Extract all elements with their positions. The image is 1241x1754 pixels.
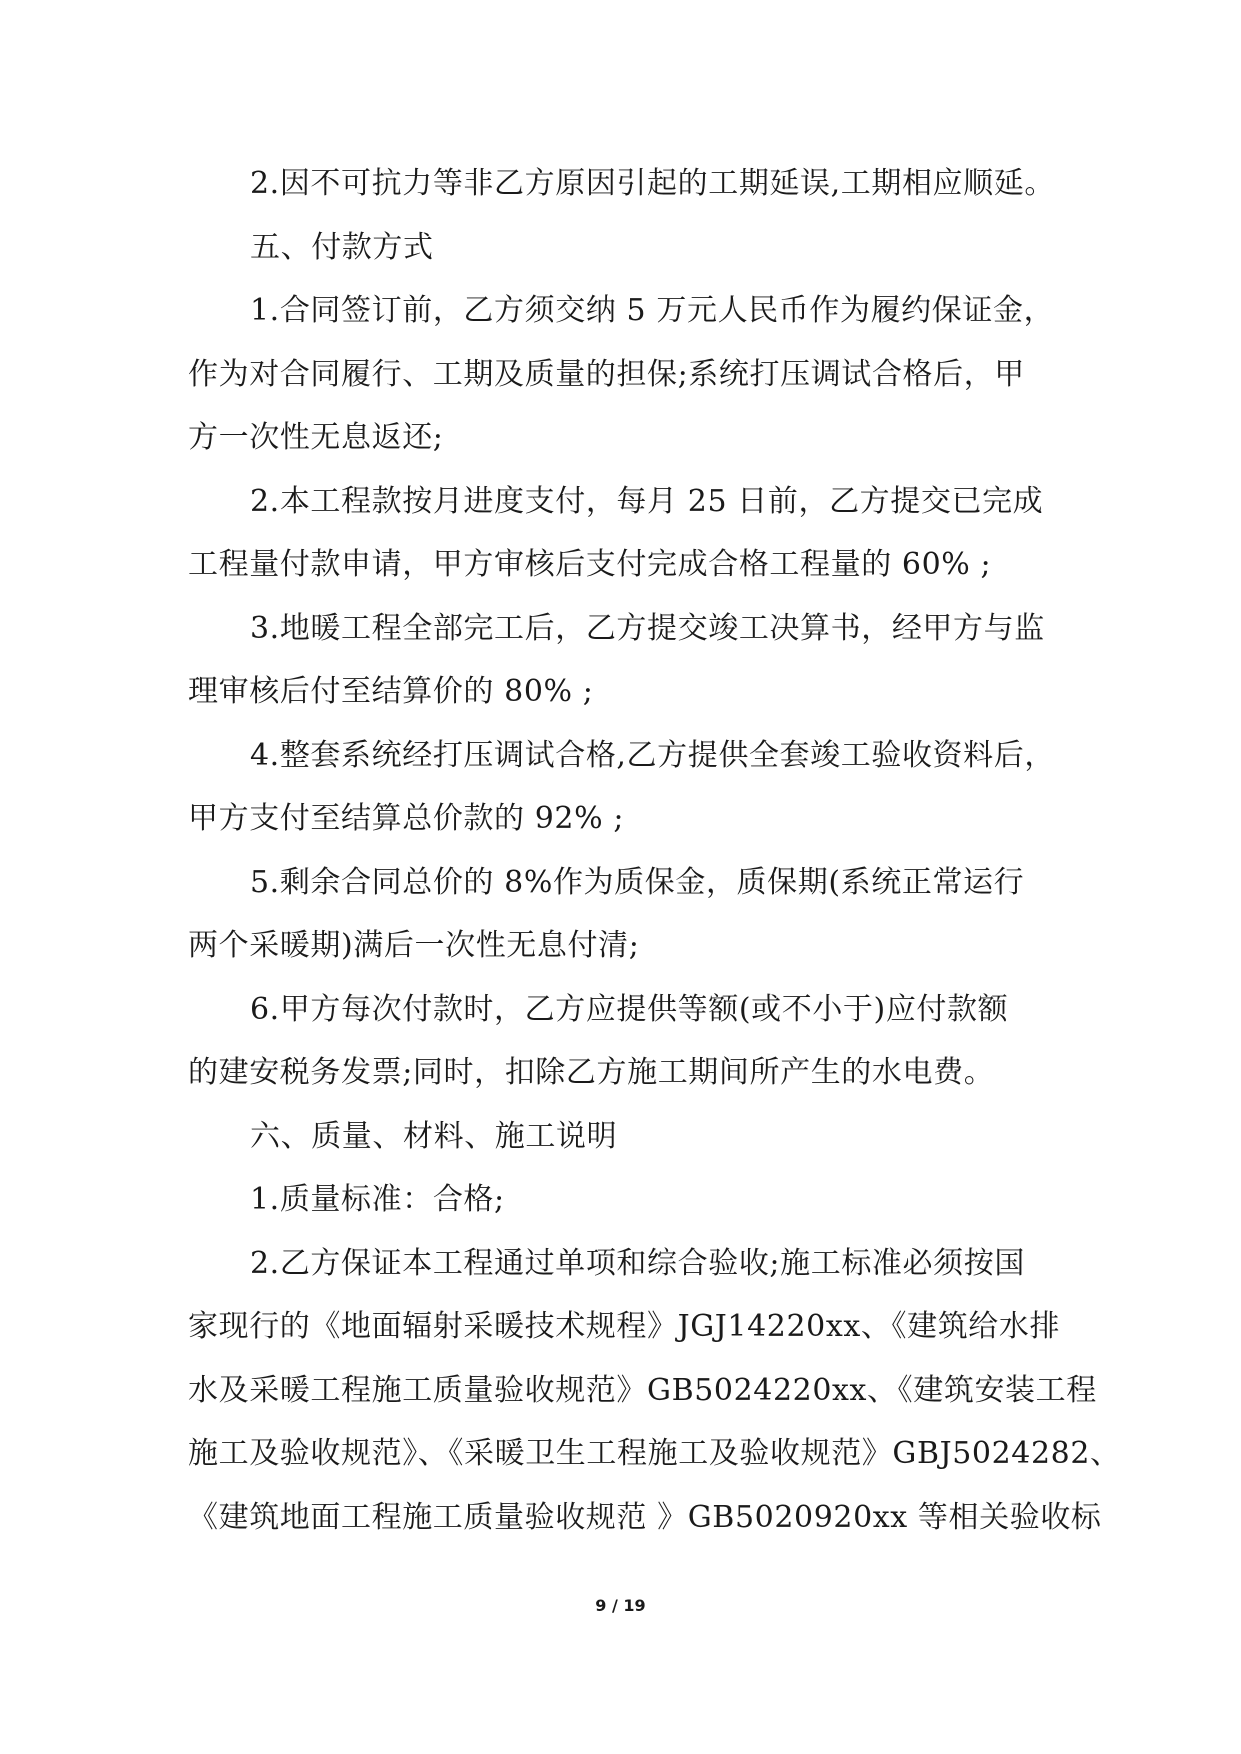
paragraph-line: 6.甲方每次付款时，乙方应提供等额(或不小于)应付款额 bbox=[250, 991, 1009, 1027]
paragraph-line: 施工及验收规范》、《采暖卫生工程施工及验收规范》GBJ5024282、 bbox=[188, 1436, 1121, 1471]
paragraph-line: 1.质量标准：合格; bbox=[250, 1182, 505, 1217]
paragraph-line: 作为对合同履行、工期及质量的担保;系统打压调试合格后，甲 bbox=[188, 356, 1025, 392]
paragraph-line: 的建安税务发票;同时，扣除乙方施工期间所产生的水电费。 bbox=[188, 1055, 995, 1090]
paragraph-line: 方一次性无息返还; bbox=[188, 420, 444, 455]
paragraph-line: 甲方支付至结算总价款的 92% ; bbox=[188, 801, 625, 836]
paragraph-line: 2.乙方保证本工程通过单项和综合验收;施工标准必须按国 bbox=[250, 1245, 1025, 1281]
page-number: 9 / 19 bbox=[595, 1596, 646, 1615]
paragraph-line: 工程量付款申请，甲方审核后支付完成合格工程量的 60% ; bbox=[188, 547, 992, 582]
section-heading-quality: 六、质量、材料、施工说明 bbox=[250, 1118, 618, 1154]
paragraph-line: 2.因不可抗力等非乙方原因引起的工期延误,工期相应顺延。 bbox=[250, 166, 1055, 201]
document-body bbox=[188, 152, 1121, 1549]
paragraph-line: 家现行的《地面辐射采暖技术规程》JGJ14220xx、《建筑给水排 bbox=[188, 1309, 1061, 1344]
paragraph-line: 1.合同签订前，乙方须交纳 5 万元人民币作为履约保证金， bbox=[250, 293, 1055, 328]
paragraph-line: 《建筑地面工程施工质量验收规范 》GB5020920xx 等相关验收标 bbox=[188, 1499, 1102, 1535]
paragraph-line: 2.本工程款按月进度支付，每月 25 日前，乙方提交已完成 bbox=[250, 483, 1044, 519]
paragraph-line: 两个采暖期)满后一次性无息付清; bbox=[188, 928, 640, 963]
paragraph-line: 4.整套系统经打压调试合格,乙方提供全套竣工验收资料后， bbox=[250, 737, 1055, 773]
paragraph-line: 3.地暖工程全部完工后，乙方提交竣工决算书，经甲方与监 bbox=[250, 610, 1045, 646]
paragraph-line: 理审核后付至结算价的 80% ; bbox=[188, 674, 594, 709]
section-heading-payment: 五、付款方式 bbox=[250, 229, 434, 265]
paragraph-line: 5.剩余合同总价的 8%作为质保金，质保期(系统正常运行 bbox=[250, 864, 1025, 900]
paragraph-line: 水及采暖工程施工质量验收规范》GB5024220xx、《建筑安装工程 bbox=[188, 1372, 1097, 1408]
